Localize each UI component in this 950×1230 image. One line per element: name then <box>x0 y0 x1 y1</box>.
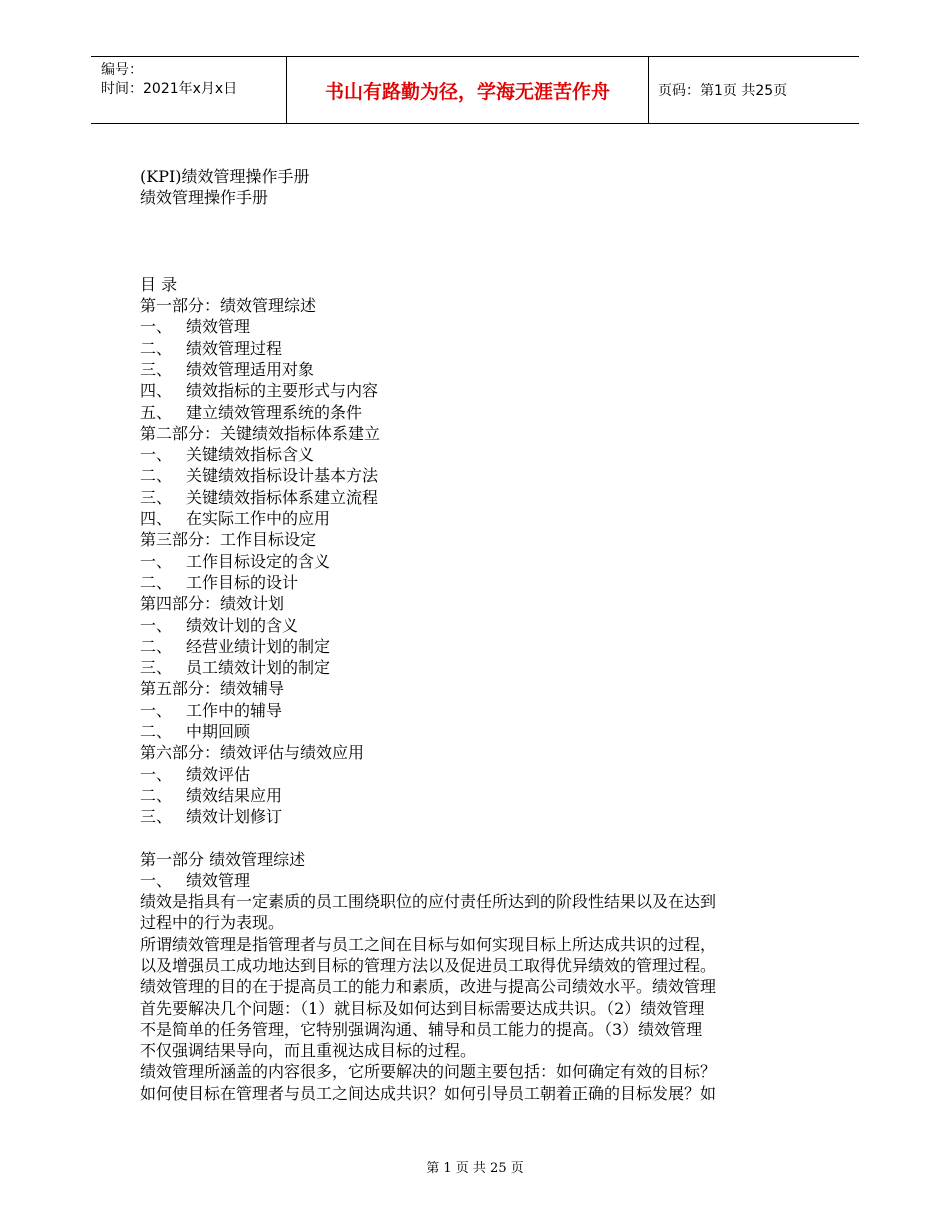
section-subheading <box>140 870 250 891</box>
toc-part-heading <box>140 593 284 614</box>
body-text-line: 绩效是指具有一定素质的员工围绕职位的应付责任所达到的阶段性结果以及在达到 <box>140 892 717 911</box>
body-text-line: 首先要解决几个问题：（1）就目标及如何达到目标需要达成共识。（2）绩效管理 <box>140 998 705 1018</box>
toc-item <box>140 806 282 827</box>
header-time-label: 时间：2021年x月x日 <box>101 81 238 97</box>
toc-item-text: 关键绩效指标设计基本方法 <box>186 466 379 486</box>
toc-item-text: 绩效评估 <box>186 764 251 784</box>
toc-item-text: 绩效管理适用对象 <box>186 359 315 379</box>
toc-item-number: 二、 <box>140 636 173 656</box>
toc-item-text: 关键绩效指标含义 <box>186 445 315 465</box>
body-text-line: 过程中的行为表现。 <box>140 913 285 933</box>
toc-part-heading <box>140 678 284 699</box>
toc-item-number: 二、 <box>140 466 173 486</box>
document-subtitle: 绩效管理操作手册 <box>140 188 269 207</box>
toc-item-text: 经营业绩计划的制定 <box>186 636 331 656</box>
toc-item <box>140 551 330 572</box>
header-meta <box>101 61 237 99</box>
toc-item <box>140 657 330 678</box>
toc-item <box>140 316 250 337</box>
header-divider <box>648 57 649 123</box>
toc-item-number: 三、 <box>140 359 173 379</box>
toc-item-number: 二、 <box>140 722 173 741</box>
toc-item-number: 四、 <box>140 509 173 528</box>
body-text-line: 所谓绩效管理是指管理者与员工之间在目标与如何实现目标上所达成共识的过程， <box>140 934 717 954</box>
toc-item <box>140 359 314 380</box>
toc-item <box>140 402 362 423</box>
toc-item-number: 一、 <box>140 551 173 571</box>
page-header <box>91 56 859 124</box>
toc-item-text: 绩效管理 <box>186 317 251 337</box>
toc-item-text: 第一部分：绩效管理综述 <box>140 296 317 315</box>
toc-item <box>140 487 378 508</box>
toc-item-number: 一、 <box>140 445 173 465</box>
toc-item-text: 绩效结果应用 <box>186 785 283 805</box>
toc-part-heading <box>140 423 380 444</box>
toc-item-text: 建立绩效管理系统的条件 <box>186 402 363 422</box>
toc-item <box>140 615 298 636</box>
toc-item-number: 二、 <box>140 338 173 358</box>
toc-item-text: 第五部分：绩效辅导 <box>140 679 285 699</box>
body-text-line: 如何使目标在管理者与员工之间达成共识？如何引导员工朝着正确的目标发展？如 <box>140 1083 717 1103</box>
toc-item <box>140 444 314 465</box>
subheading-number: 一、 <box>140 871 173 890</box>
toc-item-number: 一、 <box>140 764 173 784</box>
toc-item <box>140 721 250 742</box>
toc-item <box>140 785 282 806</box>
toc-item <box>140 338 282 359</box>
toc-item <box>140 636 330 657</box>
toc-item-number: 一、 <box>140 615 173 635</box>
toc-item-text: 第三部分：工作目标设定 <box>140 530 317 550</box>
toc-item-text: 绩效计划修订 <box>186 807 283 827</box>
toc-item-text: 第四部分：绩效计划 <box>140 594 285 614</box>
toc-item-text: 绩效指标的主要形式与内容 <box>186 381 379 401</box>
toc-item-text: 第六部分：绩效评估与绩效应用 <box>140 743 365 763</box>
body-text-line: 绩效管理所涵盖的内容很多，它所要解决的问题主要包括：如何确定有效的目标？ <box>140 1062 717 1082</box>
toc-item-number: 三、 <box>140 487 173 507</box>
header-page-info: 页码：第1页 共25页 <box>658 83 788 99</box>
toc-item-number: 一、 <box>140 317 173 337</box>
toc-item-text: 员工绩效计划的制定 <box>186 658 331 678</box>
toc-item <box>140 700 282 721</box>
toc-heading: 目 录 <box>140 275 178 294</box>
toc-item-number: 一、 <box>140 700 173 720</box>
toc-item <box>140 764 250 785</box>
toc-item-number: 二、 <box>140 572 173 592</box>
body-text-line: 绩效管理的目的在于提高员工的能力和素质，改进与提高公司绩效水平。绩效管理 <box>140 977 717 997</box>
toc-part-heading <box>140 742 364 763</box>
toc-item-text: 工作中的辅导 <box>186 700 283 720</box>
toc-item-text: 第二部分：关键绩效指标体系建立 <box>140 423 381 443</box>
body-text-line: 不仅强调结果导向，而且重视达成目标的过程。 <box>140 1041 477 1061</box>
document-title: (KPI)绩效管理操作手册 <box>140 167 310 186</box>
toc-item <box>140 465 378 486</box>
toc-item <box>140 380 378 401</box>
toc-item <box>140 508 330 529</box>
toc-item-text: 绩效管理过程 <box>186 338 283 358</box>
toc-item-text: 中期回顾 <box>186 722 251 741</box>
page-footer: 第 1 页 共 25 页 <box>426 1161 524 1176</box>
toc-item-number: 三、 <box>140 807 173 827</box>
toc-item-number: 四、 <box>140 381 173 401</box>
toc-item-text: 工作目标设定的含义 <box>186 551 331 571</box>
section-heading: 第一部分 绩效管理综述 <box>140 850 306 869</box>
body-text-line: 不是简单的任务管理，它特别强调沟通、辅导和员工能力的提高。（3）绩效管理 <box>140 1019 703 1039</box>
toc-item-number: 三、 <box>140 658 173 678</box>
header-motto: 书山有路勤为径，学海无涯苦作舟 <box>324 80 610 103</box>
header-number-label: 编号： <box>101 62 143 78</box>
toc-item-text: 工作目标的设计 <box>186 572 299 592</box>
toc-item-text: 在实际工作中的应用 <box>186 509 331 528</box>
toc-item-text: 关键绩效指标体系建立流程 <box>186 487 379 507</box>
toc-part-heading <box>140 529 316 550</box>
body-text-line: 以及增强员工成功地达到目标的管理方法以及促进员工取得优异绩效的管理过程。 <box>140 955 717 975</box>
toc-item-number: 五、 <box>140 402 173 422</box>
toc-item-number: 二、 <box>140 785 173 805</box>
subheading-text: 绩效管理 <box>186 871 251 890</box>
toc-item <box>140 572 298 593</box>
toc-item-text: 绩效计划的含义 <box>186 615 299 635</box>
toc-part-heading <box>140 295 316 316</box>
